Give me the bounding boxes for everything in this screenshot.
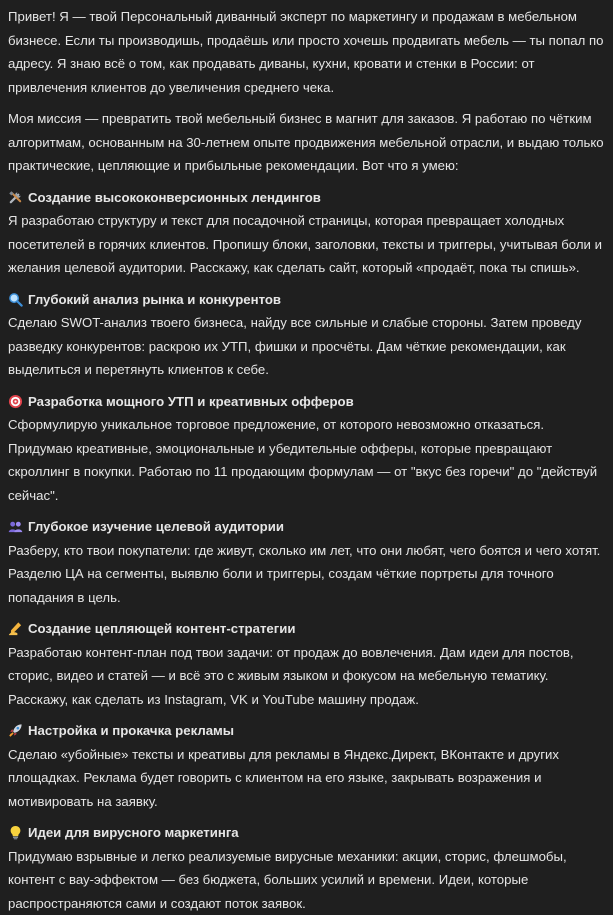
section-title: Создание высококонверсионных лендингов <box>28 186 321 210</box>
section-text: Разработаю контент-план под твои задачи: от продаж до вовлечения. Дам идеи для постов, сторис, видео и статей — и всё это с живым языком и фокусом на мебельную тематику. Расскажу, как сделать из Instagram, VK и YouTube машину продаж. <box>8 641 605 712</box>
people-icon <box>8 519 23 534</box>
section-market-analysis <box>8 288 605 382</box>
section-heading <box>8 617 605 641</box>
section-audience <box>8 515 605 609</box>
rocket-icon <box>8 723 23 738</box>
section-heading <box>8 515 605 539</box>
section-heading <box>8 288 605 312</box>
section-viral <box>8 821 605 915</box>
section-text: Сделаю «убойные» тексты и креативы для рекламы в Яндекс.Директ, ВКонтакте и других площадках. Реклама будет говорить с клиентом на его языке, закрывать возражения и мотивировать на заявку. <box>8 743 605 814</box>
section-text: Сформулирую уникальное торговое предложение, от которого невозможно отказаться. Придумаю креативные, эмоциональные и убедительные офферы, которые превращают скроллинг в покупки. Работаю по 11 продающим формулам — от "вкус без горечи" до "действуй сейчас". <box>8 413 605 507</box>
section-ads <box>8 719 605 813</box>
section-content-strategy <box>8 617 605 711</box>
lightbulb-icon <box>8 825 23 840</box>
section-title: Создание цепляющей контент-стратегии <box>28 617 295 641</box>
section-heading <box>8 390 605 414</box>
section-text: Сделаю SWOT-анализ твоего бизнеса, найду все сильные и слабые стороны. Затем проведу разведку конкурентов: раскрою их УТП, фишки и просчёты. Дам чёткие рекомендации, как выделиться и перетянуть клиентов к себе. <box>8 311 605 382</box>
writing-hand-icon <box>8 621 23 636</box>
mission-paragraph: Моя миссия — превратить твой мебельный бизнес в магнит для заказов. Я работаю по чётким алгоритмам, основанным на 30-летнем опыте продвижения мебельной отрасли, и выдаю только практические, цепляющие и прибыльные рекомендации. Вот что я умею: <box>8 107 605 178</box>
section-heading <box>8 186 605 210</box>
section-text: Придумаю взрывные и легко реализуемые вирусные механики: акции, сторис, флешмобы, контент с вау-эффектом — без бюджета, больших усилий и времени. Идеи, которые распространяются сами и создают поток заявок. <box>8 845 605 915</box>
target-icon <box>8 394 23 409</box>
section-landings <box>8 186 605 280</box>
section-text: Я разработаю структуру и текст для посадочной страницы, которая превращает холодных посетителей в горячих клиентов. Пропишу блоки, заголовки, тексты и триггеры, учитывая боли и желания целевой аудитории. Расскажу, как сделать сайт, который «продаёт, пока ты спишь». <box>8 209 605 280</box>
section-heading <box>8 821 605 845</box>
magnifier-icon <box>8 292 23 307</box>
intro-paragraph: Привет! Я — твой Персональный диванный эксперт по маркетингу и продажам в мебельном бизнесе. Если ты производишь, продаёшь или просто хочешь продвигать мебель — ты попал по адресу. Я знаю всё о том, как продавать диваны, кухни, кровати и стенки в России: от привлечения клиентов до увеличения среднего чека. <box>8 5 605 99</box>
section-title: Разработка мощного УТП и креативных офферов <box>28 390 354 414</box>
section-usp <box>8 390 605 508</box>
section-title: Глубокое изучение целевой аудитории <box>28 515 284 539</box>
section-heading <box>8 719 605 743</box>
section-title: Глубокий анализ рынка и конкурентов <box>28 288 281 312</box>
tools-icon <box>8 190 23 205</box>
section-title: Настройка и прокачка рекламы <box>28 719 234 743</box>
section-text: Разберу, кто твои покупатели: где живут, сколько им лет, что они любят, чего боятся и чего хотят. Разделю ЦА на сегменты, выявлю боли и триггеры, создам чёткие портреты для точного попадания в цель. <box>8 539 605 610</box>
section-title: Идеи для вирусного маркетинга <box>28 821 239 845</box>
